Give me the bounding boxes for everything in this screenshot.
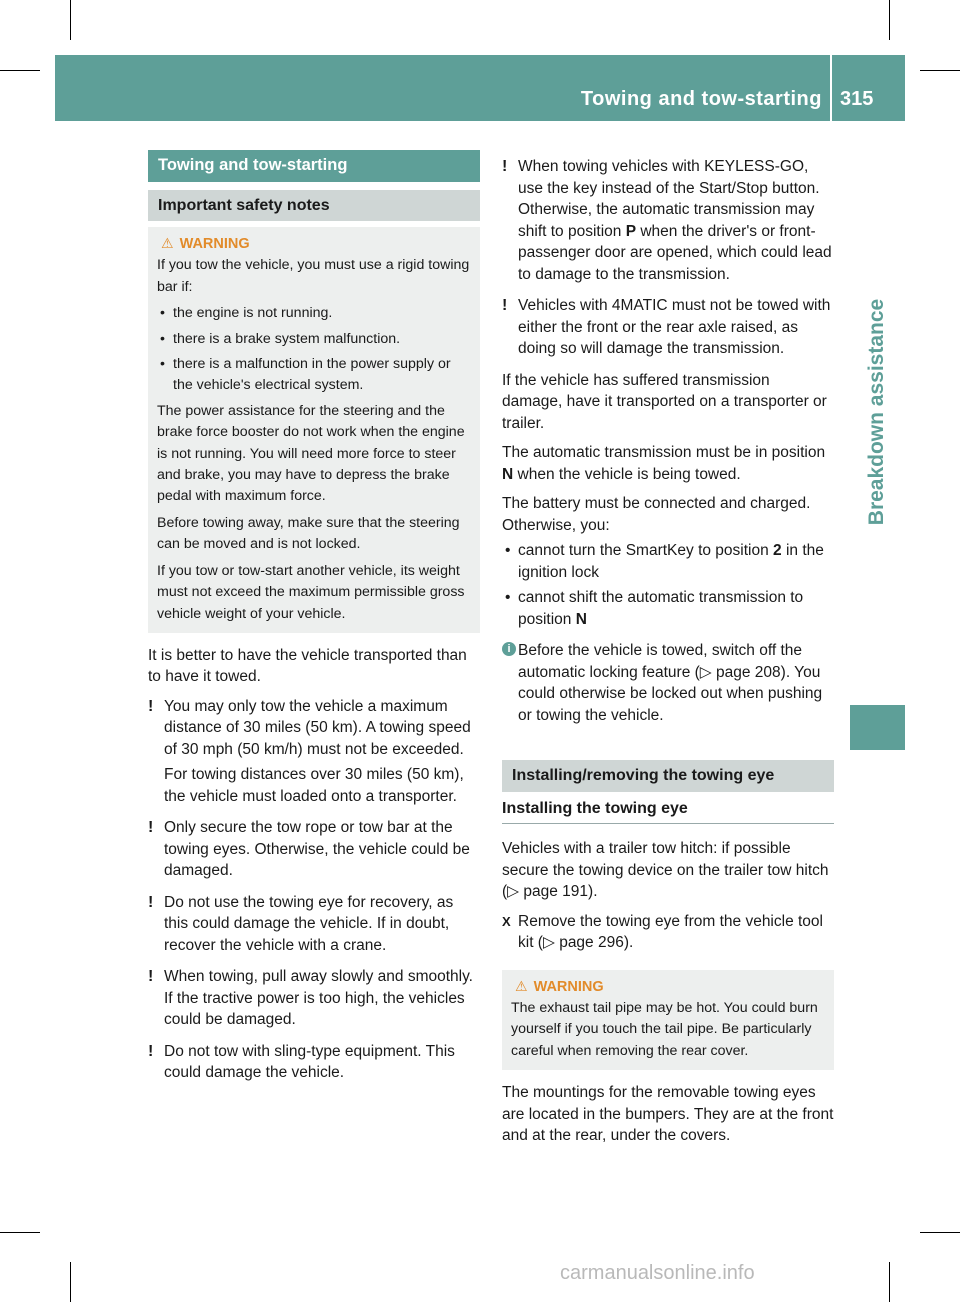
info-note: i Before the vehicle is towed, switch off the automatic locking feature (▷ page 208). You could otherwise be locked out when pushing or towing the vehicle. [502, 640, 834, 726]
crop-mark [920, 1232, 960, 1233]
info-icon: i [502, 642, 516, 656]
caution-note: ! Only secure the tow rope or tow bar at the towing eyes. Otherwise, the vehicle could be damaged. [148, 819, 470, 880]
warning-bullet: • there is a malfunction in the power supply or the vehicle's electrical system. [157, 354, 472, 397]
warning-paragraph: The exhaust tail pipe may be hot. You could burn yourself if you touch the tail pipe. Be particularly careful when removing the rear cover. [511, 999, 818, 1059]
page-number: 315 [840, 88, 874, 110]
warning-box [148, 227, 480, 633]
warning-paragraph: Before towing away, make sure that the steering can be moved and is not locked. [157, 514, 460, 553]
side-tab-label: Breakdown assistance [865, 298, 888, 526]
caution-note: ! Do not tow with sling-type equipment. This could damage the vehicle. [148, 1042, 455, 1082]
paragraph: The automatic transmission must be in position N when the vehicle is being towed. [502, 444, 826, 483]
list-item: • cannot turn the SmartKey to position 2 in the ignition lock [502, 540, 834, 583]
caution-note: ! You may only tow the vehicle a maximum distance of 30 miles (50 km). A towing speed of 30 mph (50 km/h) must not be exceeded. For towing distances over 30 miles (50 km), the vehicle must loaded onto a transporter. [148, 697, 471, 805]
caution-note: ! When towing vehicles with KEYLESS-GO, use the key instead of the Start/Stop button. Otherwise, the automatic transmission may shift to position P when the driver's or front-passenger door are opened, which could lead to damage to the transmission. [502, 158, 832, 283]
warning-bullet: • the engine is not running. [157, 303, 472, 324]
watermark: carmanualsonline.info [560, 1262, 755, 1284]
paragraph: The mountings for the removable towing eyes are located in the bumpers. They are at the front and at the rear, under the covers. [502, 1084, 834, 1145]
warning-paragraph: If you tow or tow-start another vehicle, its weight must not exceed the maximum permissible gross vehicle weight of your vehicle. [157, 562, 465, 622]
warning-title: ⚠ WARNING [157, 233, 472, 255]
right-column [502, 156, 834, 1155]
list-item: • cannot shift the automatic transmission to position N [502, 587, 834, 630]
warning-triangle-icon: ⚠ [161, 235, 174, 251]
crop-mark [889, 0, 890, 40]
warning-intro: If you tow the vehicle, you must use a rigid towing bar if: [157, 257, 470, 295]
paragraph: The battery must be connected and charged. Otherwise, you: [502, 495, 811, 534]
step-arrow-icon: X [502, 913, 511, 929]
warning-title: ⚠ WARNING [511, 976, 826, 998]
crop-mark [920, 70, 960, 71]
intro-paragraph: It is better to have the vehicle transported than to have it towed. [148, 646, 467, 686]
subsection-title: Important safety notes [148, 190, 480, 222]
exclamation-icon: ! [502, 158, 508, 175]
exclamation-icon: ! [148, 1042, 154, 1060]
heading: Installing the towing eye [502, 798, 834, 825]
instruction-step: X Remove the towing eye from the vehicle tool kit (▷ page 296). [502, 912, 823, 951]
section-title: Towing and tow-starting [148, 150, 480, 182]
crop-mark [889, 1262, 890, 1302]
exclamation-icon: ! [148, 893, 154, 911]
header-title: Towing and tow-starting [580, 88, 822, 110]
crop-mark [70, 0, 71, 40]
paragraph: Vehicles with a trailer tow hitch: if possible secure the towing device on the trailer tow hitch (▷ page 191). [502, 840, 829, 900]
header-separator [830, 55, 832, 121]
warning-box [502, 970, 834, 1071]
exclamation-icon: ! [148, 968, 154, 986]
caution-note: ! Vehicles with 4MATIC must not be towed with either the front or the rear axle raised, as doing so will damage the transmission. [502, 297, 831, 357]
warning-paragraph: The power assistance for the steering and the brake force booster do not work when the engine is not running. You will need more force to steer and brake, you may have to depress the brake pedal with maximum force. [157, 402, 465, 505]
caution-note: ! Do not use the towing eye for recovery, as this could damage the vehicle. If in doubt, recover the vehicle with a crane. [148, 893, 454, 954]
side-tab-block [850, 705, 905, 750]
exclamation-icon: ! [148, 819, 154, 837]
warning-triangle-icon: ⚠ [515, 977, 528, 994]
exclamation-icon: ! [502, 297, 508, 314]
crop-mark [0, 1232, 40, 1233]
caution-note: ! When towing, pull away slowly and smoothly. If the tractive power is too high, the vehicles could be damaged. [148, 968, 473, 1029]
paragraph: If the vehicle has suffered transmission damage, have it transported on a transporter or trailer. [502, 371, 827, 432]
warning-bullet: • there is a brake system malfunction. [157, 329, 472, 350]
subsection-title: Installing/removing the towing eye [502, 760, 834, 792]
crop-mark [70, 1262, 71, 1302]
exclamation-icon: ! [148, 697, 154, 715]
crop-mark [0, 70, 40, 71]
left-column [148, 150, 480, 1094]
